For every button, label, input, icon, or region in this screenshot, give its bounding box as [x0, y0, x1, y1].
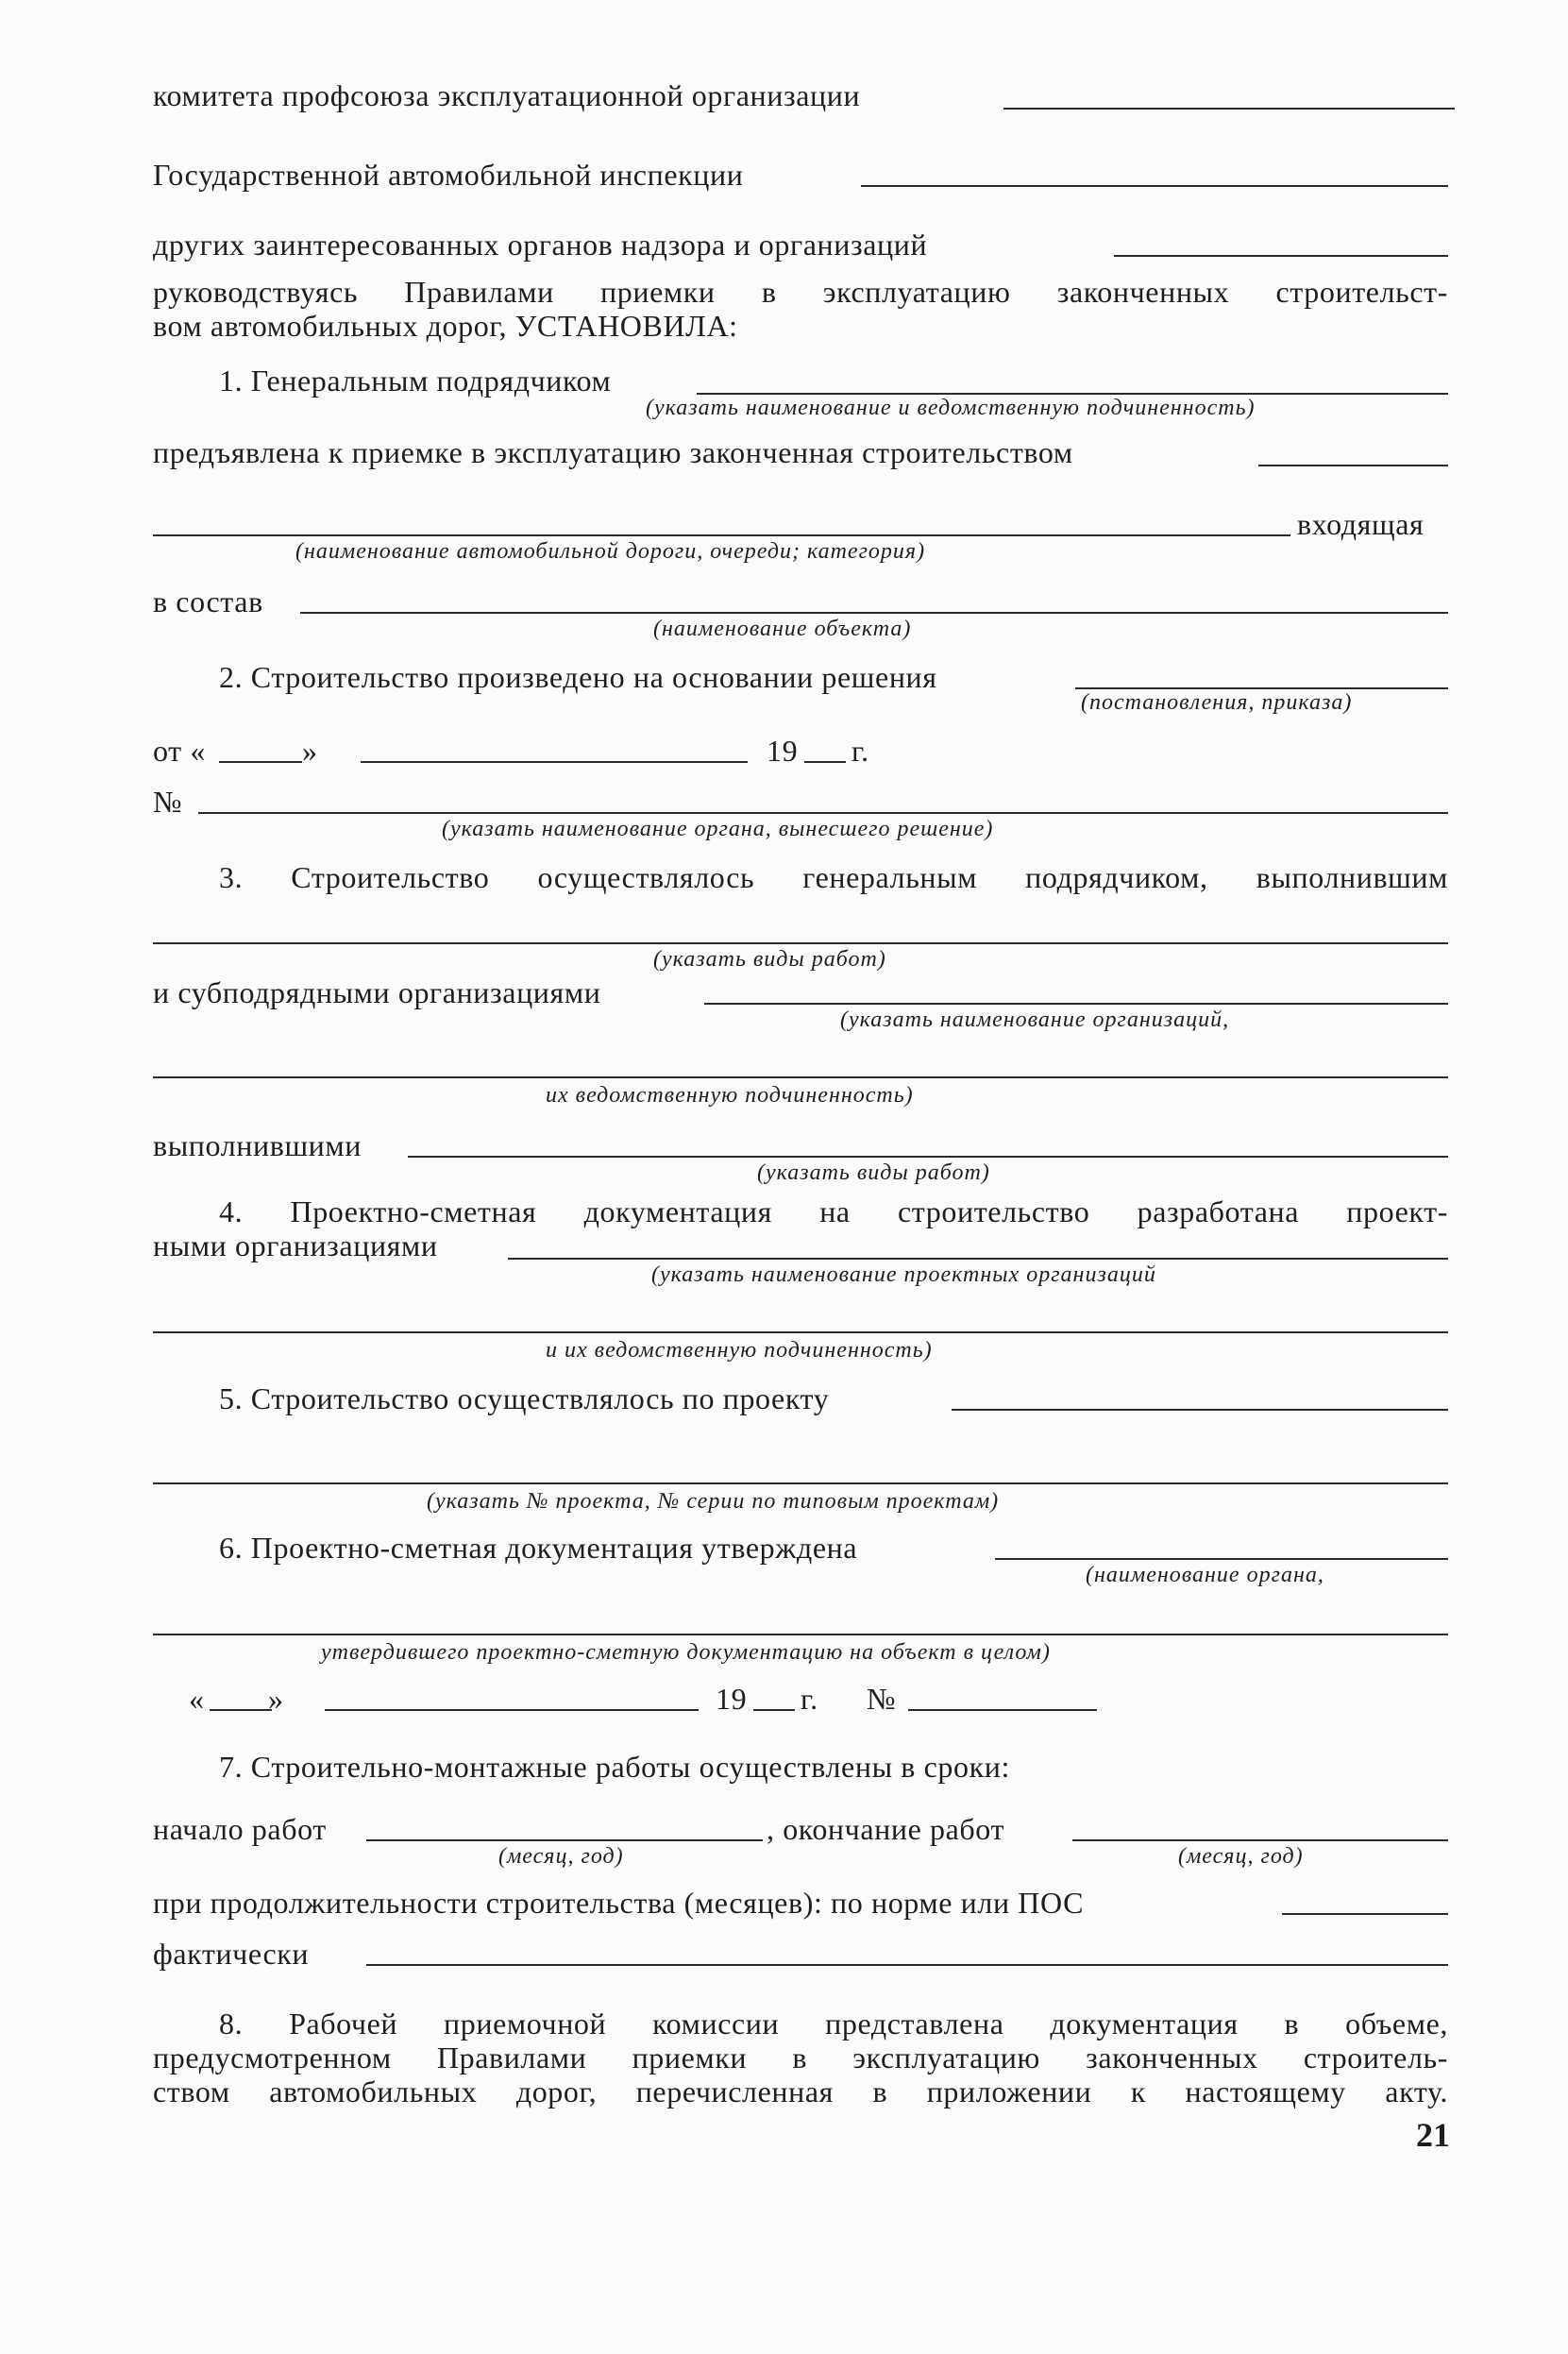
line-state-auto-inspection: Государственной автомобильной инспекции [153, 158, 744, 192]
line-presented-for-acceptance: предъявлена к приемке в эксплуатацию законченная строительством [153, 435, 1073, 469]
number-sign-1: № [153, 785, 183, 819]
word-included: входящая [1297, 507, 1425, 541]
caption-contractor: (указать наименование и ведомственную подчиненность) [646, 396, 1256, 420]
line-design-organizations: ными организациями [153, 1228, 438, 1262]
blank-completed-object[interactable] [1258, 465, 1448, 466]
quote-close-2: » [268, 1682, 284, 1716]
caption-approving-body: (наименование органа, [1086, 1563, 1324, 1587]
line-in-composition: в состав [153, 584, 263, 618]
caption-work-types-2: (указать виды работ) [757, 1160, 990, 1185]
blank-decision-number[interactable] [198, 812, 1448, 814]
item-1-general-contractor: 1. Генеральным подрядчиком [219, 364, 612, 398]
blank-project[interactable] [952, 1409, 1448, 1411]
year-suffix-1: г. [851, 734, 869, 768]
caption-object-name: (наименование объекта) [653, 617, 912, 641]
item-7-work-dates: 7. Строительно-монтажные работы осуществлены в сроки: [219, 1750, 1010, 1784]
label-work-end: , окончание работ [767, 1812, 1005, 1846]
caption-design-subordination: и их ведомственную подчиненность) [546, 1338, 933, 1363]
caption-deciding-body: (указать наименование органа, вынесшего решение) [442, 817, 994, 841]
label-from: от « [153, 734, 206, 768]
blank-day-1[interactable] [219, 761, 302, 763]
item-3-construction-by-contractor: 3. Строительство осуществлялось генеральным подрядчиком, выполнившим [219, 860, 1448, 894]
year-suffix-2: г. [801, 1682, 818, 1716]
line-trade-union-committee: комитета профсоюза эксплуатационной организации [153, 78, 861, 112]
year-prefix-2: 19 [716, 1682, 748, 1716]
blank-approving-body-2[interactable] [153, 1634, 1448, 1635]
blank-duration-norm[interactable] [1282, 1913, 1448, 1915]
blank-approving-body[interactable] [995, 1558, 1448, 1560]
item-5-project: 5. Строительство осуществлялось по проекту [219, 1381, 830, 1415]
item-8-documentation: 8. Рабочей приемочной комиссии представлена документация в объеме, [219, 2007, 1448, 2041]
blank-road-name[interactable] [153, 534, 1290, 536]
blank-subordination[interactable] [153, 1076, 1448, 1078]
blank-work-end[interactable] [1072, 1839, 1448, 1841]
blank-subcontractors[interactable] [704, 1003, 1448, 1005]
blank-object-name[interactable] [300, 612, 1448, 614]
caption-work-types-1: (указать виды работ) [653, 947, 886, 972]
blank-month-2[interactable] [325, 1709, 699, 1711]
blank-auto-inspection[interactable] [861, 185, 1448, 187]
number-sign-2: № [867, 1682, 897, 1716]
caption-start-month-year: (месяц, год) [498, 1844, 624, 1869]
blank-work-start[interactable] [366, 1839, 763, 1841]
line-performed: выполнившими [153, 1128, 362, 1162]
item-2-construction-basis: 2. Строительство произведено на основании решения [219, 660, 937, 694]
line-listed-in-appendix: ством автомобильных дорог, перечисленная в приложении к настоящему акту. [153, 2075, 1448, 2108]
page-number: 21 [1416, 2116, 1450, 2154]
blank-design-subordination[interactable] [153, 1331, 1448, 1333]
caption-organizations: (указать наименование организаций, [840, 1008, 1230, 1032]
line-established: вом автомобильных дорог, УСТАНОВИЛА: [153, 309, 738, 343]
line-guided-by-rules: руководствуясь Правилами приемки в эксплуатацию законченных строительст- [153, 275, 1448, 309]
quote-close-1: » [302, 734, 318, 768]
blank-other-supervision[interactable] [1114, 255, 1448, 257]
quote-open-2: « [189, 1682, 205, 1716]
line-duration-norm: при продолжительности строительства (месяцев): по норме или ПОС [153, 1886, 1085, 1920]
item-6-approved: 6. Проектно-сметная документация утверждена [219, 1531, 858, 1565]
blank-month-1[interactable] [361, 761, 748, 763]
caption-design-organizations: (указать наименование проектных организаций [651, 1262, 1156, 1287]
item-4-design-documentation: 4. Проектно-сметная документация на строительство разработана проект- [219, 1194, 1448, 1228]
caption-end-month-year: (месяц, год) [1178, 1844, 1304, 1869]
line-other-supervision: других заинтересованных органов надзора и организаций [153, 228, 928, 262]
blank-approval-number[interactable] [908, 1709, 1097, 1711]
line-provided-by-rules: предусмотренном Правилами приемки в эксплуатацию законченных строитель- [153, 2041, 1448, 2075]
blank-duration-actual[interactable] [366, 1964, 1448, 1966]
blank-design-organizations[interactable] [508, 1258, 1448, 1260]
caption-approved-documentation: утвердившего проектно-сметную документацию на объект в целом) [321, 1640, 1051, 1665]
label-work-start: начало работ [153, 1812, 327, 1846]
caption-road-name: (наименование автомобильной дороги, очереди; категория) [295, 539, 926, 564]
year-prefix-1: 19 [767, 734, 799, 768]
blank-project-number[interactable] [153, 1482, 1448, 1484]
caption-project-number: (указать № проекта, № серии по типовым проектам) [427, 1489, 1000, 1514]
blank-year-1[interactable] [804, 761, 846, 763]
line-subcontractors: и субподрядными организациями [153, 975, 601, 1009]
caption-decision: (постановления, приказа) [1081, 690, 1353, 715]
blank-work-types-2[interactable] [408, 1156, 1448, 1158]
blank-year-2[interactable] [753, 1709, 795, 1711]
caption-subordination: их ведомственную подчиненность) [546, 1083, 914, 1108]
blank-day-2[interactable] [210, 1709, 272, 1711]
blank-trade-union[interactable] [1003, 108, 1455, 110]
blank-work-types-1[interactable] [153, 942, 1448, 944]
line-actual: фактически [153, 1937, 310, 1971]
